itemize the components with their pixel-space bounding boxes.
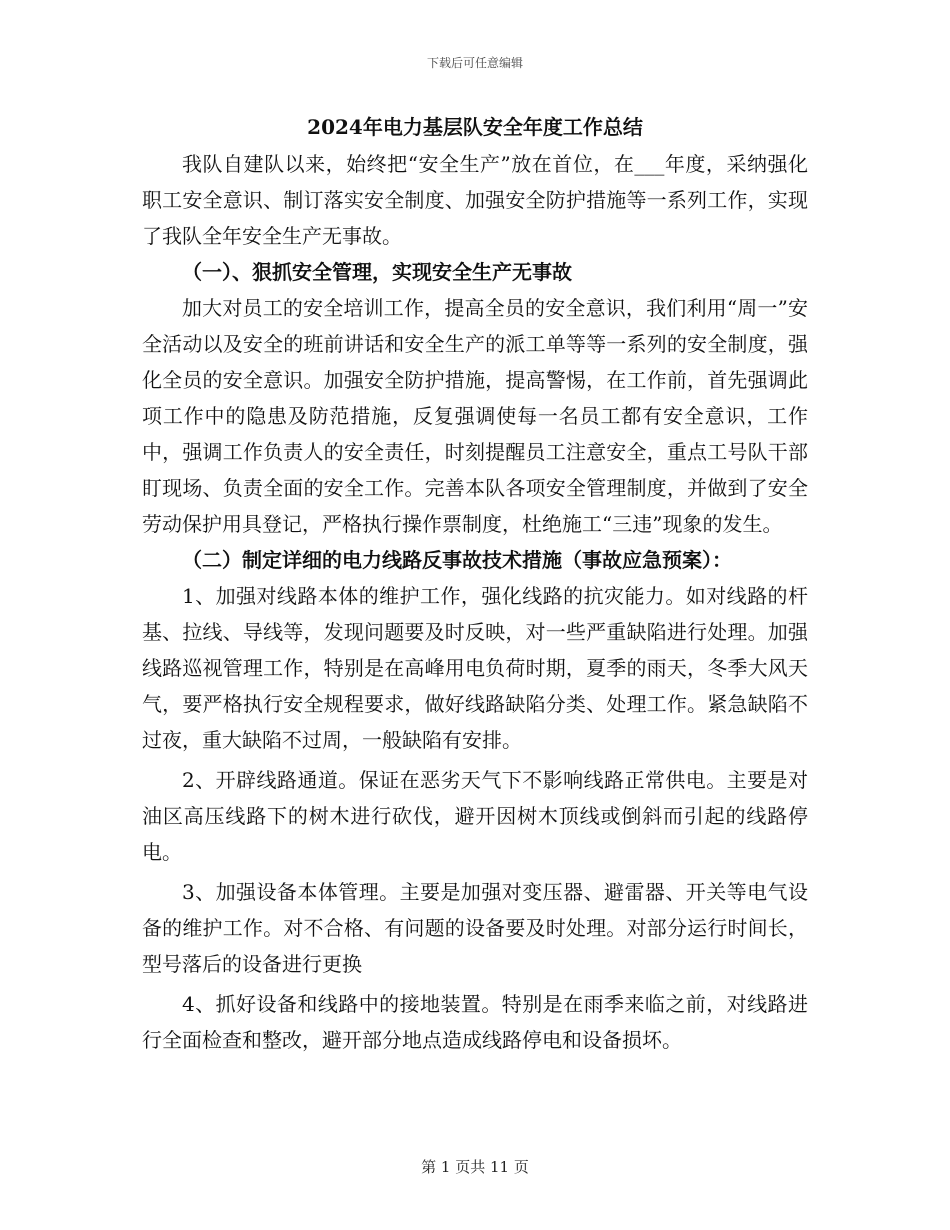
section-1-paragraph: 加大对员工的安全培训工作，提高全员的安全意识，我们利用“周一”安全活动以及安全的班前讲话和安全生产的派工单等等一系列的安全制度，强化全员的安全意识。加强安全防护措施，提高警惕，在工作前，首先强调此项工作中的隐患及防范措施，反复强调使每一名员工都有安全意识，工作中，强调工作负责人的安全责任，时刻提醒员工注意安全，重点工号队干部盯现场、负责全面的安全工作。完善本队各项安全管理制度，并做到了安全劳动保护用具登记，严格执行操作票制度，杜绝施工“三违”现象的发生。 [142, 296, 808, 536]
intro-paragraph: 我队自建队以来，始终把“安全生产”放在首位，在___年度，采纳强化职工安全意识、制订落实安全制度、加强安全防护措施等一系列工作，实现了我队全年安全生产无事故。 [142, 152, 808, 248]
item-3-paragraph: 3、加强设备本体管理。主要是加强对变压器、避雷器、开关等电气设备的维护工作。对不合格、有问题的设备要及时处理。对部分运行时间长，型号落后的设备进行更换 [142, 880, 808, 976]
document-body [142, 108, 808, 1058]
item-1-paragraph: 1、加强对线路本体的维护工作，强化线路的抗灾能力。如对线路的杆基、拉线、导线等，发现问题要及时反映，对一些严重缺陷进行处理。加强线路巡视管理工作，特别是在高峰用电负荷时期，夏季的雨天，冬季大风天气，要严格执行安全规程要求，做好线路缺陷分类、处理工作。紧急缺陷不过夜，重大缺陷不过周，一般缺陷有安排。 [142, 584, 808, 752]
item-2-paragraph: 2、开辟线路通道。保证在恶劣天气下不影响线路正常供电。主要是对油区高压线路下的树木进行砍伐，避开因树木顶线或倒斜而引起的线路停电。 [142, 768, 808, 864]
item-4-paragraph: 4、抓好设备和线路中的接地装置。特别是在雨季来临之前，对线路进行全面检查和整改，避开部分地点造成线路停电和设备损坏。 [142, 992, 808, 1052]
section-heading-1: （一）、狠抓安全管理，实现安全生产无事故 [182, 260, 572, 284]
header-note: 下载后可任意编辑 [426, 56, 523, 70]
document-title: 2024年电力基层队安全年度工作总结 [307, 115, 643, 139]
page-footer: 第 1 页共 11 页 [421, 1158, 529, 1176]
section-heading-2: （二）制定详细的电力线路反事故技术措施（事故应急预案）： [182, 548, 732, 572]
